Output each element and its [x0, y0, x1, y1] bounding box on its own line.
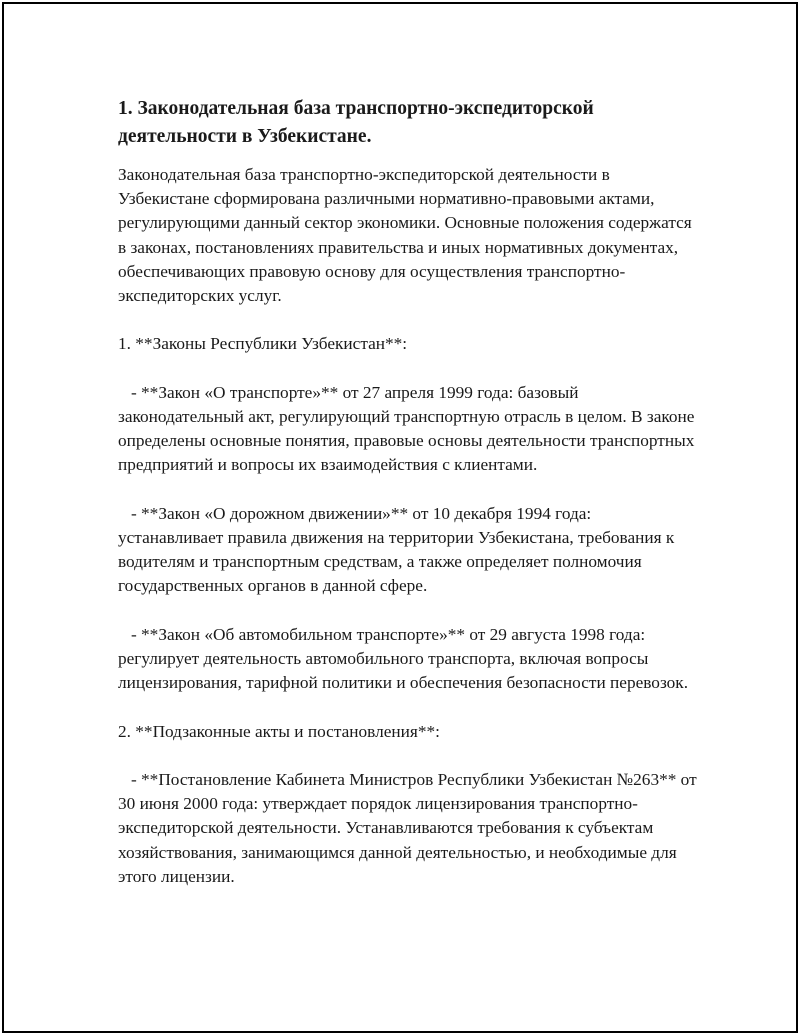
law-auto-transport-item: - **Закон «Об автомобильном транспорте»** от 29 августа 1998 года: регулирует деятельность автомобильного транспорта, включая вопросы лицензирования, тарифной политики и обеспечения безопасности перевозок. [118, 624, 689, 693]
document-body [118, 95, 701, 889]
law-transport-item: - **Закон «О транспорте»** от 27 апреля 1999 года: базовый законодательный акт, регулирующий транспортную отрасль в целом. В законе определены основные понятия, правовые основы деятельности транспортных предприятий и вопросы их взаимодействия с клиентами. [118, 382, 699, 475]
paragraph-spacer [118, 478, 698, 502]
paragraph-spacer [118, 599, 698, 623]
intro-paragraph: Законодательная база транспортно-экспедиторской деятельности в Узбекистане сформирована различными нормативно-правовыми актами, регулирующими данный сектор экономики. Основные положения содержатся в законах, постановлениях правительства и иных нормативных документах, обеспечивающих правовую основу для осуществления транспортно-экспедиторских услуг. [118, 165, 697, 306]
paragraph-spacer [118, 357, 698, 381]
resolution-263-item: - **Постановление Кабинета Министров Республики Узбекистан №263** от 30 июня 2000 года: утверждает порядок лицензирования транспортно-экспедиторской деятельности. Устанавливаются требования к субъектам хозяйствования, занимающимся данной деятельностью, и необходимые для этого лицензии. [118, 769, 701, 886]
section-bylaws-title: 2. **Подзаконные акты и постановления**: [118, 721, 440, 741]
paragraph-spacer [118, 308, 698, 332]
law-road-traffic-item: - **Закон «О дорожном движении»** от 10 декабря 1994 года: устанавливает правила движения на территории Узбекистана, требования к водителям и транспортным средствам, а также определяет полномочия государственных органов в данной сфере. [118, 503, 679, 596]
section-laws-title: 1. **Законы Республики Узбекистан**: [118, 334, 408, 354]
paragraph-spacer [118, 744, 698, 768]
document-heading: 1. Законодательная база транспортно-экспедиторской деятельности в Узбекистане. [118, 98, 594, 147]
paragraph-spacer [118, 695, 698, 719]
